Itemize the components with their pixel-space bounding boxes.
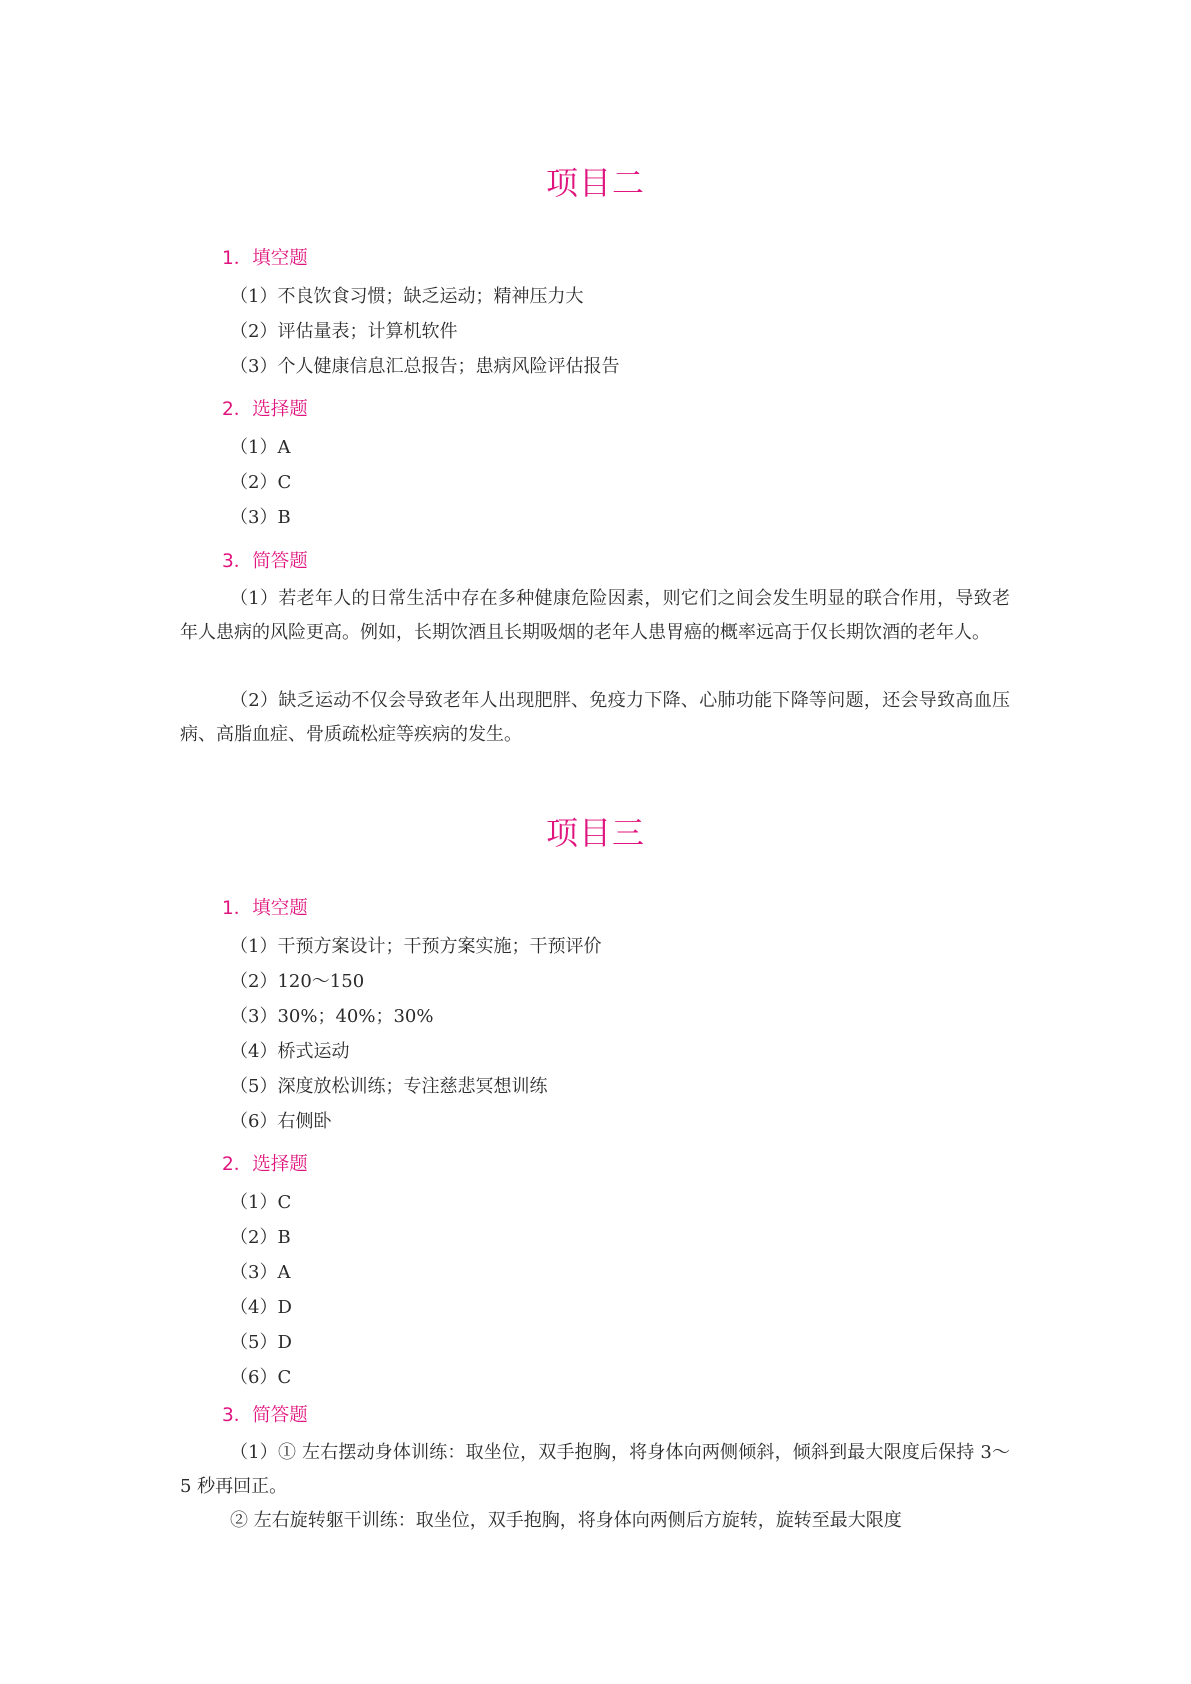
answer-line: （2）C (230, 472, 292, 493)
answer-line: （2）评估量表；计算机软件 (230, 321, 458, 342)
answer-line: （3）30%；40%；30% (230, 1006, 434, 1027)
answer-line: （2）B (230, 1227, 291, 1248)
project-title-2: 项目二 (545, 164, 645, 202)
answer-line: （6）右侧卧 (230, 1111, 332, 1132)
section-heading-short-answer: 3．简答题 (222, 1405, 308, 1426)
answer-line: （1）不良饮食习惯；缺乏运动；精神压力大 (230, 286, 584, 307)
answer-line: （4）桥式运动 (230, 1041, 350, 1062)
answer-line: （3）B (230, 507, 291, 528)
answer-line: （3）A (230, 1262, 291, 1283)
answer-line: （1）干预方案设计；干预方案实施；干预评价 (230, 936, 602, 957)
answer-paragraph: （1）① 左右摆动身体训练：取坐位，双手抱胸，将身体向两侧倾斜，倾斜到最大限度后保持 3～5 秒再回正。 (180, 1442, 1010, 1497)
answer-line: （2）120～150 (230, 971, 365, 992)
answer-line: （4）D (230, 1297, 292, 1318)
section-heading-choice: 2．选择题 (222, 399, 308, 420)
answer-paragraph: （1）若老年人的日常生活中存在多种健康危险因素，则它们之间会发生明显的联合作用，导致老年人患病的风险更高。例如，长期饮酒且长期吸烟的老年人患胃癌的概率远高于仅长期饮酒的老年人。 (180, 588, 1010, 643)
answer-line: （1）C (230, 1192, 292, 1213)
section-heading-fill-blank: 1．填空题 (222, 248, 308, 269)
answer-line: （3）个人健康信息汇总报告；患病风险评估报告 (230, 356, 620, 377)
section-heading-choice: 2．选择题 (222, 1154, 308, 1175)
answer-line: （5）D (230, 1332, 292, 1353)
answer-line: （1）A (230, 437, 291, 458)
answer-paragraph: （2）缺乏运动不仅会导致老年人出现肥胖、免疫力下降、心肺功能下降等问题，还会导致高血压病、高脂血症、骨质疏松症等疾病的发生。 (180, 690, 1010, 745)
answer-line: （5）深度放松训练；专注慈悲冥想训练 (230, 1076, 548, 1097)
answer-paragraph: ② 左右旋转躯干训练：取坐位，双手抱胸，将身体向两侧后方旋转，旋转至最大限度 (230, 1510, 902, 1531)
project-title-3: 项目三 (545, 814, 645, 852)
section-heading-short-answer: 3．简答题 (222, 551, 308, 572)
answer-line: （6）C (230, 1367, 292, 1388)
section-heading-fill-blank: 1．填空题 (222, 898, 308, 919)
